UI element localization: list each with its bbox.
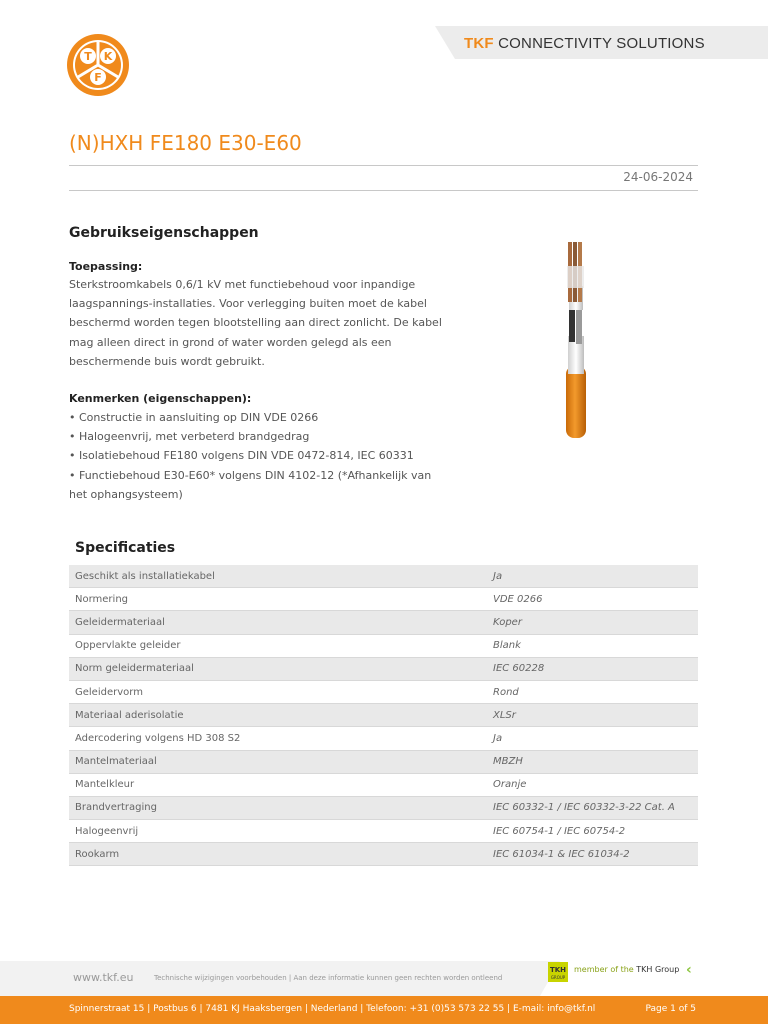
spec-value: VDE 0266 xyxy=(487,588,698,611)
list-item: • Constructie in aansluiting op DIN VDE 0266 xyxy=(69,411,319,424)
tkh-logo-text: TKH xyxy=(549,966,567,974)
table-row xyxy=(69,611,698,634)
spec-value: Rond xyxy=(487,680,698,703)
spec-key: Oppervlakte geleider xyxy=(69,634,487,657)
spec-key: Geschikt als installatiekabel xyxy=(69,565,487,588)
page-number: Page 1 of 5 xyxy=(645,1004,696,1014)
section-heading-specs: Specificaties xyxy=(75,540,176,556)
page-title: (N)HXH FE180 E30-E60 xyxy=(69,131,302,155)
spec-key: Rookarm xyxy=(69,843,487,866)
chevron-left-icon: ‹ xyxy=(686,962,692,978)
table-row xyxy=(69,773,698,796)
table-row xyxy=(69,565,698,588)
table-row xyxy=(69,588,698,611)
specifications-table xyxy=(69,565,698,866)
table-row xyxy=(69,843,698,866)
spec-key: Materiaal aderisolatie xyxy=(69,704,487,727)
table-row xyxy=(69,796,698,819)
list-item: • Functiebehoud E30-E60* volgens DIN 4102-12 (*Afhankelijk van het ophangsysteem) xyxy=(69,468,432,501)
spec-key: Geleidermateriaal xyxy=(69,611,487,634)
spec-value: XLSr xyxy=(487,704,698,727)
table-row xyxy=(69,820,698,843)
application-text: Sterkstroomkabels 0,6/1 kV met functiebehoud voor inpandige laagspannings-installaties. Voor verlegging buiten moet de kabel beschermd worden tegen blootstelling aan direct zonlicht. De kabel mag alleen direct in grond of water worden gelegd als een beschermende buis wordt gebruikt. xyxy=(69,278,442,368)
divider xyxy=(69,165,698,166)
features-label: Kenmerken (eigenschappen): xyxy=(69,392,252,405)
spec-key: Adercodering volgens HD 308 S2 xyxy=(69,727,487,750)
disclaimer-text: Technische wijzigingen voorbehouden | Aan deze informatie kunnen geen rechten worden ontleend xyxy=(154,974,503,982)
company-address: Spinnerstraat 15 | Postbus 6 | 7481 KJ Haaksbergen | Nederland | Telefoon: +31 (0)53 573 22 55 | E-mail: info@tkf.nl xyxy=(69,1004,596,1014)
tkf-logo xyxy=(66,33,130,97)
cable-product-image xyxy=(550,236,600,441)
spec-value: Oranje xyxy=(487,773,698,796)
list-item: • Halogeenvrij, met verbeterd brandgedrag xyxy=(69,430,310,444)
logo-letter-t: T xyxy=(84,50,92,63)
section-heading-usage: Gebruikseigenschappen xyxy=(69,225,259,241)
logo-letter-k: K xyxy=(103,50,113,63)
spec-value: Koper xyxy=(487,611,698,634)
list-item: • Isolatiebehoud FE180 volgens DIN VDE 0472-814, IEC 60331 xyxy=(69,449,414,463)
table-row xyxy=(69,704,698,727)
divider xyxy=(69,190,698,191)
spec-value: MBZH xyxy=(487,750,698,773)
spec-value: Ja xyxy=(487,565,698,588)
logo-letter-f: F xyxy=(94,71,102,84)
spec-value: IEC 60754-1 / IEC 60754-2 xyxy=(487,820,698,843)
member-of-text: member of the TKH Group xyxy=(574,965,680,974)
table-row xyxy=(69,634,698,657)
spec-key: Geleidervorm xyxy=(69,680,487,703)
tkh-group-logo xyxy=(548,962,568,982)
table-row xyxy=(69,657,698,680)
features-list xyxy=(69,408,449,504)
spec-key: Mantelmateriaal xyxy=(69,750,487,773)
table-row xyxy=(69,727,698,750)
tkh-logo-subtext: GROUP xyxy=(550,975,566,980)
spec-value: Ja xyxy=(487,727,698,750)
spec-key: Mantelkleur xyxy=(69,773,487,796)
table-row xyxy=(69,750,698,773)
spec-key: Halogeenvrij xyxy=(69,820,487,843)
website-link[interactable]: www.tkf.eu xyxy=(73,971,134,984)
spec-value: Blank xyxy=(487,634,698,657)
document-date: 24-06-2024 xyxy=(623,170,693,184)
table-row xyxy=(69,680,698,703)
spec-value: IEC 61034-1 & IEC 61034-2 xyxy=(487,843,698,866)
application-label: Toepassing: xyxy=(69,260,143,273)
brand-title: TKF CONNECTIVITY SOLUTIONS xyxy=(464,35,705,52)
spec-key: Norm geleidermateriaal xyxy=(69,657,487,680)
spec-key: Brandvertraging xyxy=(69,796,487,819)
spec-value: IEC 60228 xyxy=(487,657,698,680)
spec-key: Normering xyxy=(69,588,487,611)
spec-value: IEC 60332-1 / IEC 60332-3-22 Cat. A xyxy=(487,796,698,819)
